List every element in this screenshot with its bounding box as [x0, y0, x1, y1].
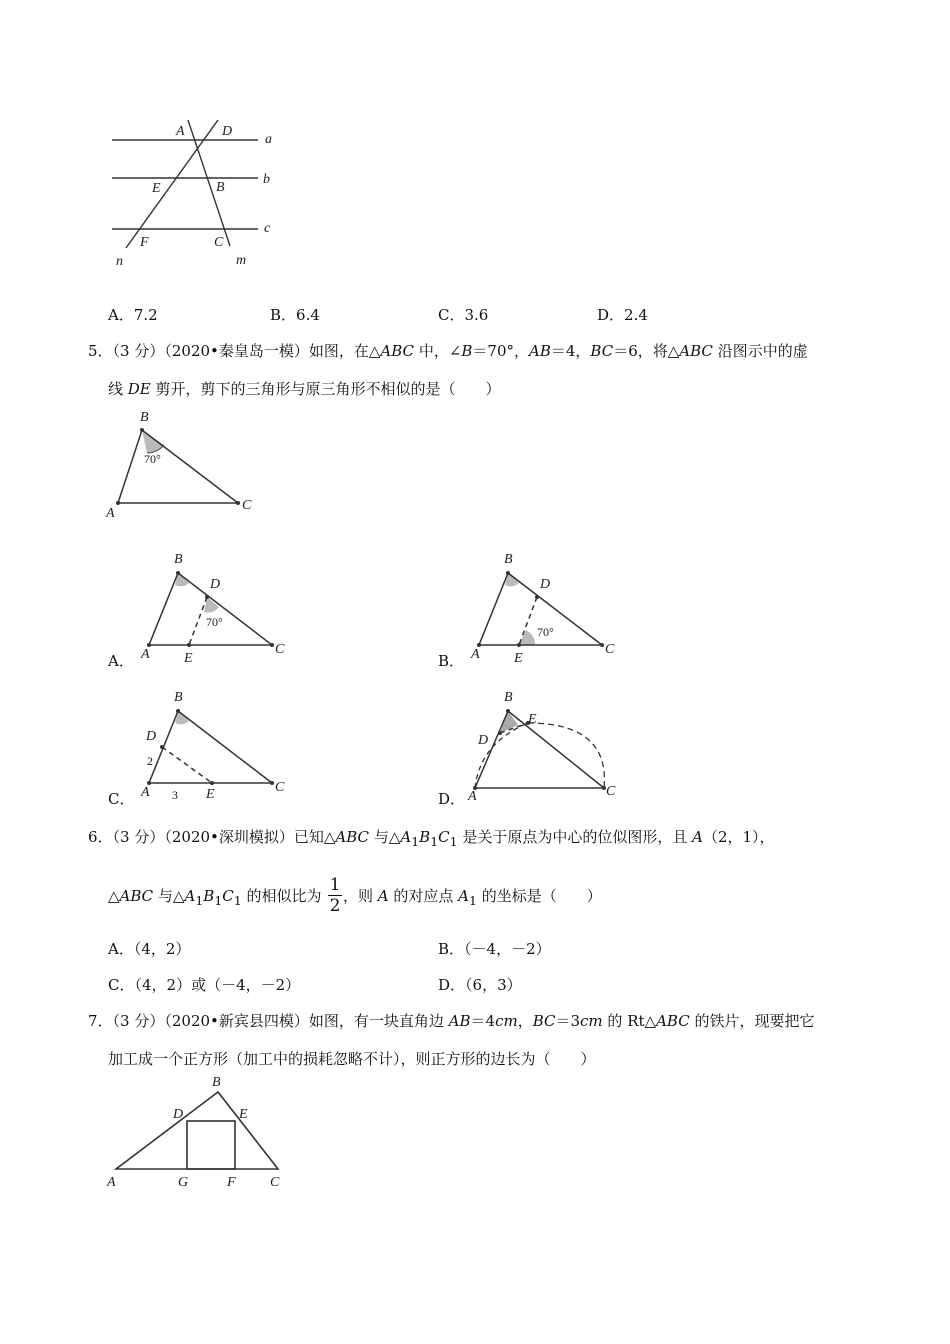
q5-main-triangle-figure [100, 405, 270, 520]
q5d-label-A: A [468, 789, 477, 804]
q5d-label-C: C [606, 784, 616, 799]
q7-label-E: E [239, 1107, 248, 1122]
q5a-label-D: D [210, 577, 221, 592]
q5a-label-C: C [275, 642, 285, 657]
q7-square-in-triangle-figure [100, 1072, 300, 1197]
q5-main-label-A: A [106, 506, 115, 520]
q6-ratio-fraction: 1 2 [329, 875, 341, 916]
q5-option-c-figure [130, 683, 300, 808]
q5-option-d-label: D． [438, 790, 466, 808]
q5-option-a-label: A． [108, 652, 134, 670]
q5c-length-ae: 3 [172, 788, 178, 802]
q7-stem-line1: 7．（3 分）（2020•新宾县四模）如图，有一块直角边 AB＝4cm，BC＝3cm 的 Rt△ABC 的铁片，现要把它 [88, 1012, 815, 1030]
q5c-label-D: D [146, 729, 157, 744]
q5-main-label-B: B [140, 410, 149, 425]
q4-label-A: A [176, 124, 185, 139]
q5d-label-B: B [504, 690, 513, 705]
q4-label-E: E [152, 181, 161, 196]
q5c-length-ad: 2 [147, 754, 153, 768]
q4-label-c: c [264, 221, 271, 236]
q4-option-c: C．3.6 [438, 306, 489, 324]
q4-option-a: A．7.2 [108, 306, 158, 324]
q5a-label-E: E [184, 651, 193, 666]
q5-main-label-C: C [242, 498, 252, 513]
q5-option-d-figure [460, 683, 630, 808]
q7-label-D: D [173, 1107, 184, 1122]
q5-option-b-figure [460, 545, 630, 670]
q5b-angle: 70° [537, 625, 554, 639]
q7-label-G: G [178, 1175, 189, 1190]
q5-option-a-figure [130, 545, 300, 670]
q4-label-b: b [263, 172, 270, 187]
q5d-label-E: E [528, 712, 537, 727]
q6-option-a: A．（4，2） [108, 940, 191, 958]
q4-label-D: D [222, 124, 233, 139]
q5b-label-C: C [605, 642, 615, 657]
q5c-label-E: E [206, 787, 215, 802]
q5-option-b-label: B． [438, 652, 465, 670]
q5a-angle: 70° [206, 615, 223, 629]
q7-stem-line2: 加工成一个正方形（加工中的损耗忽略不计），则正方形的边长为（ ） [108, 1050, 596, 1068]
q6-option-b: B．（－4，－2） [438, 940, 551, 958]
q7-label-C: C [270, 1175, 280, 1190]
q5c-label-C: C [275, 780, 285, 795]
q4-option-d: D．2.4 [597, 306, 648, 324]
q5b-label-B: B [504, 552, 513, 567]
q5a-label-A: A [141, 647, 150, 662]
q4-label-m: m [236, 253, 247, 268]
q7-label-B: B [212, 1075, 221, 1090]
q5b-label-A: A [471, 647, 480, 662]
q6-option-c: C．（4，2）或（－4，－2） [108, 976, 301, 994]
q6-stem-line2-part1: △ABC 与$\triangle A_1B_1C_1$ 的相似比为 [108, 887, 322, 908]
q4-label-C: C [214, 235, 224, 250]
q5-stem-line2: 线 DE 剪开，剪下的三角形与原三角形不相似的是（ ） [108, 380, 501, 398]
q4-label-F: F [140, 235, 149, 250]
q4-label-a: a [265, 132, 272, 147]
q6-stem-line2-part2: ，则 A 的对应点 $A_1$ 的坐标是（ ） [343, 887, 602, 908]
q7-label-A: A [107, 1175, 116, 1190]
q5d-label-D: D [478, 733, 489, 748]
q5c-label-A: A [141, 785, 150, 800]
q6-stem-line1: 6．（3 分）（2020•深圳模拟）已知△ABC 与$\triangle A_1B_1C_1$ 是关于原点为中心的位似图形，且 A（2，1）， [88, 828, 775, 849]
q5b-label-D: D [540, 577, 551, 592]
q5b-label-E: E [514, 651, 523, 666]
q5-stem-line1: 5．（3 分）（2020•秦皇岛一模）如图，在△ABC 中，∠B＝70°，AB＝4，BC＝6，将△ABC 沿图示中的虚 [88, 342, 808, 360]
q7-label-F: F [227, 1175, 236, 1190]
q4-parallel-lines-figure [100, 118, 300, 278]
q6-option-d: D．（6，3） [438, 976, 522, 994]
q4-label-n: n [116, 254, 123, 269]
q5-option-c-label: C． [108, 790, 135, 808]
q5-main-angle: 70° [144, 452, 161, 466]
q5c-label-B: B [174, 690, 183, 705]
q5a-label-B: B [174, 552, 183, 567]
q4-label-B: B [216, 180, 225, 195]
q4-option-b: B．6.4 [270, 306, 320, 324]
